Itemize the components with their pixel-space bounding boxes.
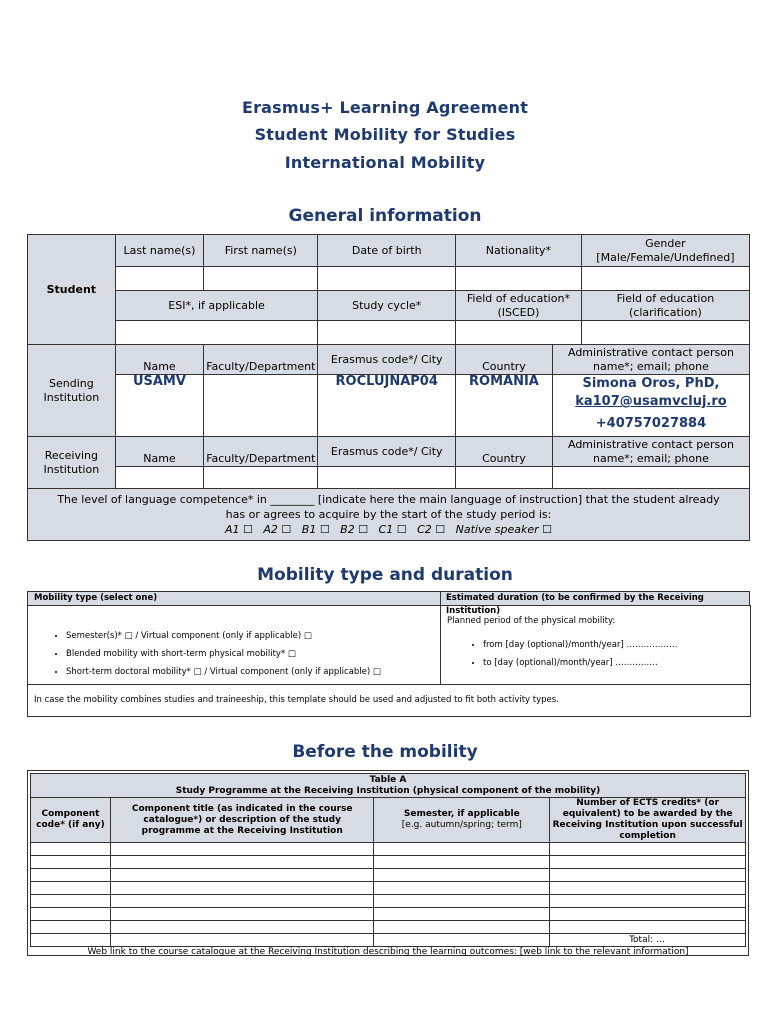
table-a-cell[interactable] <box>374 921 550 934</box>
col-semester <box>374 798 550 843</box>
table-a-cell[interactable] <box>550 869 746 882</box>
col-ects: Number of ECTS credits* (or equivalent) to be awarded by the Receiving Institution upon successful completion <box>550 798 746 843</box>
student-label: Student <box>28 235 116 345</box>
sending-erasmus-code-value: ROCLUJNAP04 <box>318 375 456 437</box>
table-a-cell[interactable] <box>550 921 746 934</box>
table-a-cell[interactable] <box>374 908 550 921</box>
receiving-erasmus-code-field[interactable] <box>318 467 456 489</box>
table-a-cell[interactable] <box>31 895 111 908</box>
before-mobility-heading: Before the mobility <box>292 742 478 762</box>
table-a-cell[interactable] <box>110 843 374 856</box>
field-clarification-field[interactable] <box>581 321 749 345</box>
col-first-name: First name(s) <box>204 235 318 267</box>
col-receiving-faculty: Faculty/Department <box>204 437 318 467</box>
table-a-cell[interactable] <box>374 895 550 908</box>
sending-contact-phone: +40757027884 <box>595 416 707 431</box>
col-esi: ESI*, if applicable <box>115 291 318 321</box>
col-receiving-contact: Administrative contact person name*; email; phone <box>552 437 749 467</box>
col-last-name: Last name(s) <box>115 235 204 267</box>
mobility-option-doctoral[interactable]: • Short-term doctoral mobility* □ / Virtual component (only if applicable) □ <box>66 667 440 677</box>
sending-contact-name: Simona Oros, PhD, <box>582 376 720 391</box>
receiving-contact-field[interactable] <box>552 467 749 489</box>
table-a-cell[interactable] <box>110 882 374 895</box>
sending-faculty-field[interactable] <box>204 375 318 437</box>
col-field-clarification: Field of education (clarification) <box>581 291 749 321</box>
sending-name-value: USAMV <box>115 375 204 437</box>
date-of-birth-field[interactable] <box>318 267 456 291</box>
table-a-cell[interactable] <box>31 856 111 869</box>
planned-period-label: Planned period of the physical mobility: <box>447 616 616 626</box>
table-a-cell[interactable] <box>110 856 374 869</box>
col-component-title: Component title (as indicated in the course catalogue*) or description of the study programme at the Receiving Institution <box>110 798 374 843</box>
table-a-cell[interactable] <box>550 843 746 856</box>
col-semester-hint: [e.g. autumn/spring; term] <box>401 820 522 830</box>
table-a-cell[interactable] <box>550 908 746 921</box>
general-info-table <box>27 234 750 541</box>
table-a-cell[interactable] <box>110 895 374 908</box>
col-receiving-name: Name <box>115 437 204 467</box>
mobility-note: In case the mobility combines studies and traineeship, this template should be used and adjusted to fit both activity types. <box>27 684 751 717</box>
col-semester-label: Semester, if applicable <box>403 809 520 819</box>
ects-total: Total: … <box>550 934 746 947</box>
table-a-cell[interactable] <box>374 869 550 882</box>
language-competence-text: The level of language competence* in ________ [indicate here the main language of instruction] that the student already has or agrees to acquire by the start of the study period is: <box>57 493 720 521</box>
col-field-of-education: Field of education* (ISCED) <box>455 291 581 321</box>
table-a-cell[interactable] <box>31 908 111 921</box>
col-receiving-country: Country <box>455 437 552 467</box>
col-study-cycle: Study cycle* <box>318 291 456 321</box>
sending-contact-value <box>552 375 749 437</box>
table-a-cell[interactable] <box>31 934 111 947</box>
general-info-heading: General information <box>288 206 482 226</box>
gender-field[interactable] <box>581 267 749 291</box>
table-a-cell[interactable] <box>31 921 111 934</box>
first-name-field[interactable] <box>204 267 318 291</box>
col-sending-erasmus-code: Erasmus code*/ City <box>318 345 456 375</box>
nationality-field[interactable] <box>455 267 581 291</box>
table-a-cell[interactable] <box>550 882 746 895</box>
esi-field[interactable] <box>115 321 318 345</box>
table-a-cell[interactable] <box>374 934 550 947</box>
table-a-cell[interactable] <box>550 895 746 908</box>
mobility-option-blended[interactable]: • Blended mobility with short-term physical mobility* □ <box>66 649 440 659</box>
table-a-cell[interactable] <box>110 934 374 947</box>
sending-contact-email-link[interactable]: ka107@usamvcluj.ro <box>575 394 727 409</box>
period-to[interactable]: • to [day (optional)/month/year] …………… <box>483 658 750 668</box>
mobility-type-options <box>27 605 441 685</box>
table-a-cell[interactable] <box>374 856 550 869</box>
mobility-option-semester[interactable]: • Semester(s)* □ / Virtual component (only if applicable) □ <box>66 631 440 641</box>
col-sending-country: Country <box>455 345 552 375</box>
col-receiving-erasmus-code: Erasmus code*/ City <box>318 437 456 467</box>
duration-header: Estimated duration (to be confirmed by the Receiving Institution) <box>440 591 750 606</box>
col-gender: Gender [Male/Female/Undefined] <box>581 235 749 267</box>
study-cycle-field[interactable] <box>318 321 456 345</box>
table-a <box>30 773 746 959</box>
title-line-2: Student Mobility for Studies <box>254 125 516 144</box>
last-name-field[interactable] <box>115 267 204 291</box>
receiving-name-field[interactable] <box>115 467 204 489</box>
table-a-cell[interactable] <box>31 882 111 895</box>
mobility-type-header: Mobility type (select one) <box>27 591 441 606</box>
receiving-faculty-field[interactable] <box>204 467 318 489</box>
course-catalogue-weblink: Web link to the course catalogue at the Receiving Institution describing the learning outcomes: [web link to the relevant information] <box>31 947 746 959</box>
receiving-institution-label: Receiving Institution <box>28 437 116 489</box>
table-a-cell[interactable] <box>110 921 374 934</box>
language-competence <box>28 489 750 541</box>
receiving-country-field[interactable] <box>455 467 552 489</box>
sending-country-value: ROMANIA <box>455 375 552 437</box>
period-from[interactable]: • from [day (optional)/month/year] ……………… <box>483 640 750 650</box>
table-a-label: Table A <box>369 774 407 785</box>
col-date-of-birth: Date of birth <box>318 235 456 267</box>
table-a-cell[interactable] <box>31 869 111 882</box>
table-a-title <box>31 774 746 798</box>
col-sending-faculty: Faculty/Department <box>204 345 318 375</box>
table-a-cell[interactable] <box>110 908 374 921</box>
table-a-cell[interactable] <box>31 843 111 856</box>
duration-details <box>440 605 751 685</box>
col-sending-contact: Administrative contact person name*; email; phone <box>552 345 749 375</box>
sending-institution-label: Sending Institution <box>28 345 116 437</box>
table-a-cell[interactable] <box>110 869 374 882</box>
title-line-3: International Mobility <box>284 153 486 172</box>
language-levels[interactable]: A1 ☐ A2 ☐ B1 ☐ B2 ☐ C1 ☐ C2 ☐ Native speaker ☐ <box>225 523 552 536</box>
table-a-cell[interactable] <box>374 882 550 895</box>
mobility-heading: Mobility type and duration <box>257 565 513 585</box>
table-a-cell[interactable] <box>374 843 550 856</box>
col-nationality: Nationality* <box>455 235 581 267</box>
col-sending-name: Name <box>115 345 204 375</box>
title-line-1: Erasmus+ Learning Agreement <box>241 98 529 117</box>
col-component-code: Component code* (if any) <box>31 798 111 843</box>
field-of-education-field[interactable] <box>455 321 581 345</box>
table-a-cell[interactable] <box>550 856 746 869</box>
table-a-subtitle: Study Programme at the Receiving Institution (physical component of the mobility) <box>175 785 601 796</box>
